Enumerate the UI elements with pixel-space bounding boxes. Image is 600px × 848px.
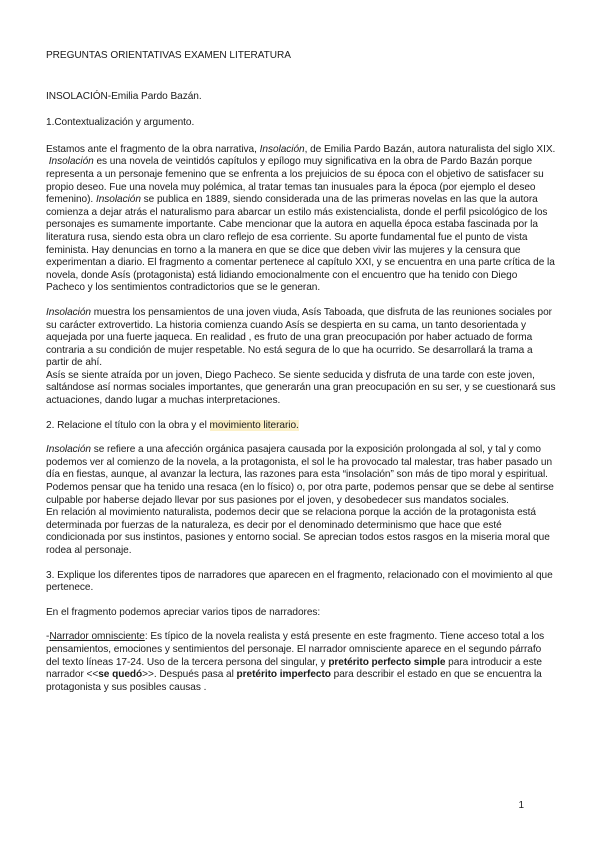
document-title: PREGUNTAS ORIENTATIVAS EXAMEN LITERATURA xyxy=(46,50,291,61)
narrator-omniscient-paragraph: -Narrador omnisciente: Es típico de la novela realista y está presente en este fragmento. Tiene acceso total a los pensamientos, emociones y sentimientos del personaje. El narrador omnisciente aparece en el segundo párrafo del texto líneas 17-24. Uso de la tercera persona del singular, y pretérito perfecto simple para introducir a este narrador <<se quedó>>. Después pasa al pretérito imperfecto para describir el estado en que se encuentra la protagonista y sus posibles causas . xyxy=(46,631,545,693)
section2-paragraph-2: En relación al movimiento naturalista, podemos decir que se relaciona porque la acción de la protagonista está determinada por fuerzas de la naturaleza, es decir por el denominado determinismo que hace que esté condicionada por sus instintos, pasiones y entorno social. Se aprecian todos estos rasgos en la miseria moral que rodea al personaje. xyxy=(46,507,550,556)
section1-paragraph-4: Asís se siente atraída por un joven, Diego Pacheco. Se siente seducida y disfruta de una tarde con este joven, saltándose así normas sociales importantes, que generarán una gran preocupación en su ser, y se cuestionará sus actuaciones, dando lugar a muchas interpretaciones. xyxy=(46,369,556,407)
section2-heading: 2. Relacione el título con la obra y el movimiento literario. xyxy=(46,419,299,431)
document-body xyxy=(46,50,556,694)
section3-intro: En el fragmento podemos apreciar varios tipos de narradores: xyxy=(46,606,321,618)
section1-paragraph-2: Insolación es una novela de veintidós capítulos y epílogo muy significativa en la obra de Pardo Bazán porque representa a un personaje femenino que se enfrenta a los prejuicios de su época con el objetivo de satisfacer su propio deseo. Fue una novela muy polémica, al tratar temas tan inusuales para la época (por ejemplo el deseo femenino). Insolación se publica en 1889, siendo considerada una de las primeras novelas en las que la autora comienza a dejar atrás el naturalismo para abarcar un estilo más existencialista, donde el perfil psicológico de los personajes es sumamente importante. Cabe mencionar que la autora en aquella época estaba fascinada por la literatura rusa, siendo esta obra un claro reflejo de esa corriente. Su aporte fundamental fue el punto de vista feminista. Hay denuncias en torno a la manera en que se dice que deben vivir las mujeres y la censura que experimentan a diario. El fragmento a comentar pertenece al capítulo XXI, y se encuentra en una parte crítica de la novela, donde Asís (protagonista) está lidiando emocionalmente con el encuentro que ha tenido con Diego Pacheco y los sentimientos contradictorios que se le generan. xyxy=(46,156,555,294)
section1-heading: 1.Contextualización y argumento. xyxy=(46,117,195,129)
section2-paragraph-1: Insolación se refiere a una afección orgánica pasajera causada por la exposición prolongada al sol, y tal y como podemos ver al comienzo de la novela, a la protagonista, el sol le ha provocado tal malestar, tras haber pasado un día en fiestas, aunque, al avanzar la lectura, las razones para esta “insolación” son más de tipo moral y espiritual. Podemos pensar que ha tenido una resaca (en lo físico) o, por otra parte, podemos pensar que se debe al sentirse culpable por haberse dejado llevar por sus pasiones por el joven, y desobedecer sus mandatos sociales. xyxy=(46,444,554,506)
narrator-term: Narrador omnisciente xyxy=(49,631,145,643)
highlighted-phrase: movimiento literario. xyxy=(209,419,299,431)
work-heading: INSOLACIÓN-Emilia Pardo Bazán. xyxy=(46,90,202,102)
section1-paragraph-3: Insolación muestra los pensamientos de una joven viuda, Asís Taboada, que disfruta de las reuniones sociales por su carácter extrovertido. La historia comienza cuando Asís se despierta en su cama, un tanto desorientada y aquejada por una fuerte jaqueca. En realidad , es fruto de una gran preocupación por haber actuado de forma contraria a su condición de mujer respetable. No está segura de lo que ha ocurrido. Se desarrollará la trama a partir de ahí. xyxy=(46,306,552,369)
section1-paragraph-1: Estamos ante el fragmento de la obra narrativa, Insolación, de Emilia Pardo Bazán, autora naturalista del siglo XIX. xyxy=(46,143,556,155)
page-number: 1 xyxy=(518,800,524,811)
section3-heading: 3. Explique los diferentes tipos de narradores que aparecen en el fragmento, relacionado con el movimiento al que pertenece. xyxy=(46,569,553,594)
